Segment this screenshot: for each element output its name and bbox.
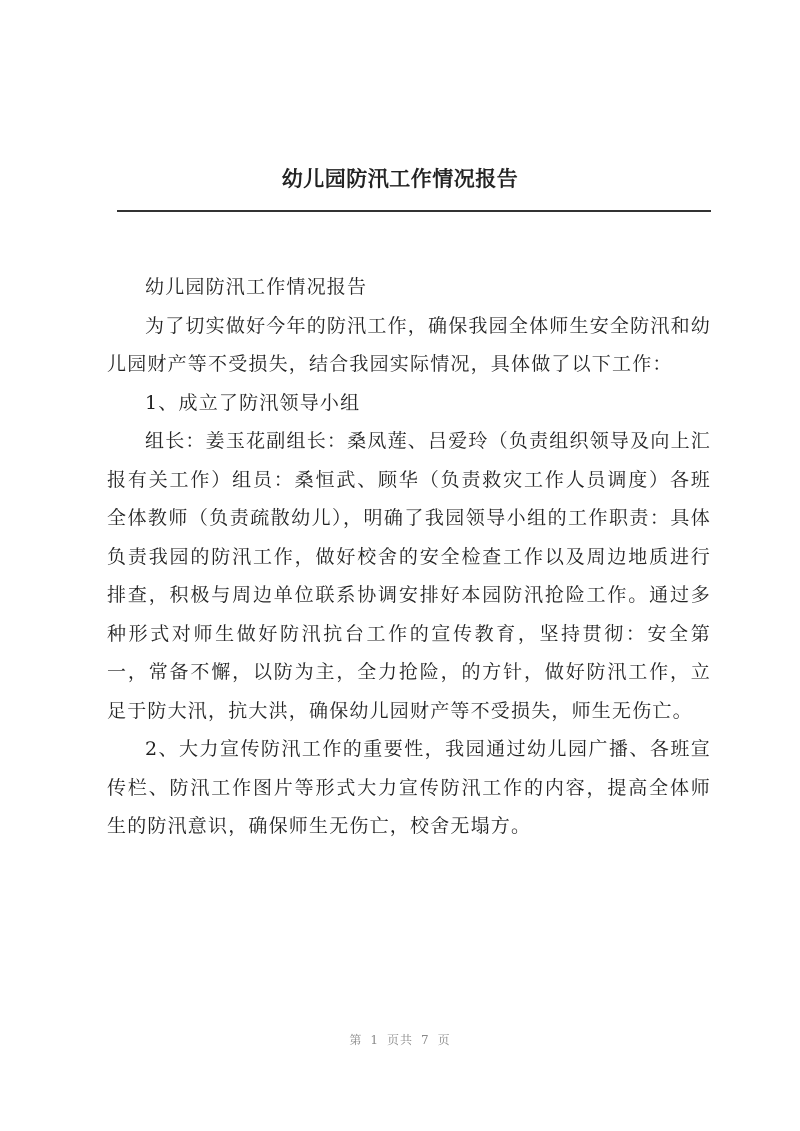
page-title: 幼儿园防汛工作情况报告 [281, 166, 519, 191]
paragraph-heading: 幼儿园防汛工作情况报告 [145, 276, 368, 298]
paragraph-leadership-group: 组长：姜玉花副组长：桑凤莲、吕爱玲（负责组织领导及向上汇报有关工作）组员：桑恒武、顾华（负责救灾工作人员调度）各班全体教师（负责疏散幼儿），明确了我园领导小组的工作职责：具体负责我园的防汛工作，做好校舍的安全检查工作以及周边地质进行排查，积极与周边单位联系协调安排好本园防汛抢险工作。通过多种形式对师生做好防汛抗台工作的宣传教育，坚持贯彻：安全第一，常备不懈，以防为主，全力抢险，的方针，做好防汛工作，立足于防大汛，抗大洪，确保幼儿园财产等不受损失，师生无伤亡。 [107, 430, 711, 722]
footer-middle: 页共 [386, 1033, 413, 1047]
footer-suffix: 页 [437, 1033, 451, 1047]
paragraph-section-2: 2、大力宣传防汛工作的重要性，我园通过幼儿园广播、各班宣传栏、防汛工作图片等形式大力宣传防汛工作的内容，提高全体师生的防汛意识，确保师生无伤亡，校舍无塌方。 [107, 738, 711, 837]
footer-page-number: 1 [370, 1033, 379, 1047]
footer-total-pages: 7 [421, 1033, 430, 1047]
document-body [107, 268, 711, 846]
paragraph-intro: 为了切实做好今年的防汛工作，确保我园全体师生安全防汛和幼儿园财产等不受损失，结合我园实际情况，具体做了以下工作： [107, 314, 711, 375]
title-divider [117, 210, 711, 212]
paragraph-section-1-heading: 1、成立了防汛领导小组 [145, 391, 361, 414]
footer-prefix: 第 [349, 1033, 363, 1047]
page-footer [0, 1031, 800, 1048]
